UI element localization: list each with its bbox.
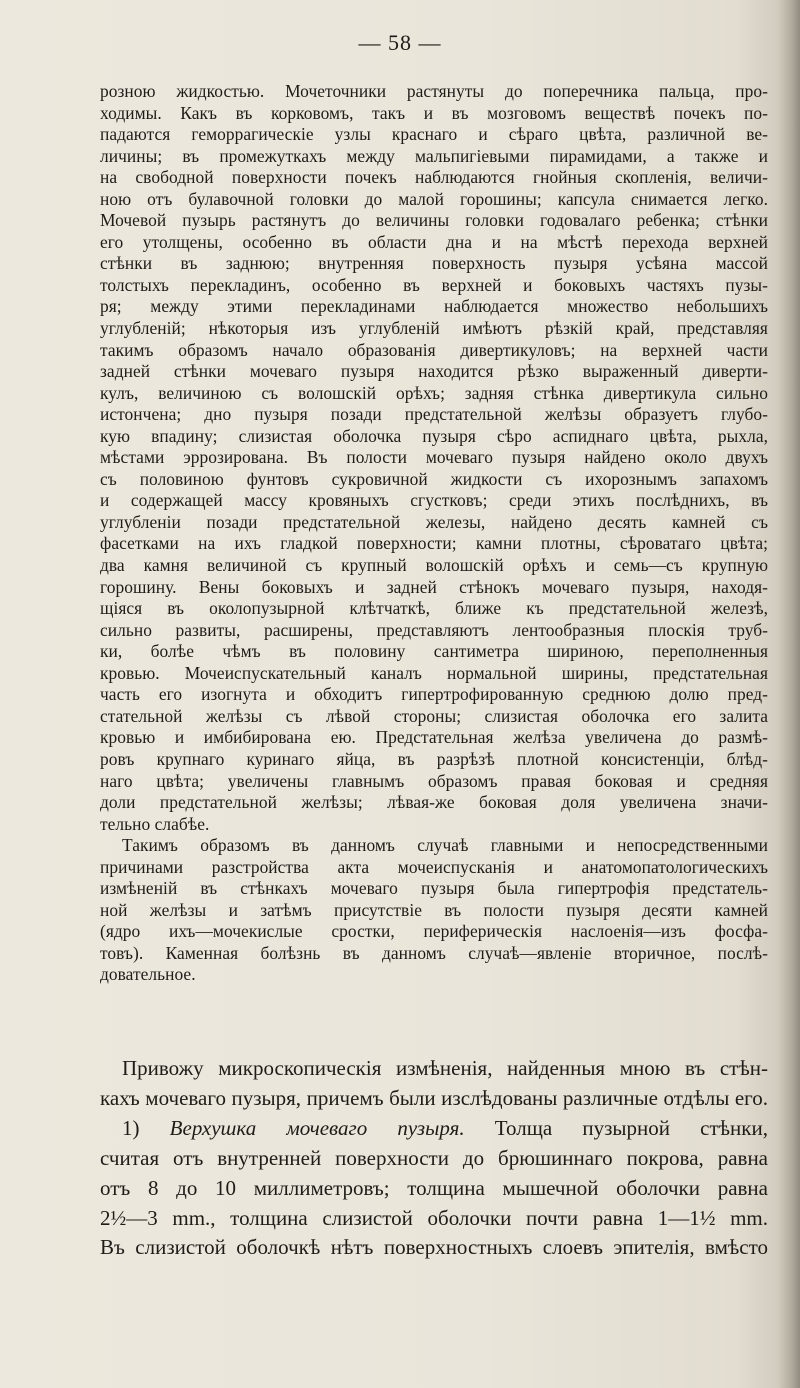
text-line: личины; въ промежуткахъ между мальпигіевыми пирамидами, а также и bbox=[100, 145, 768, 166]
text-line: (ядро ихъ—мочекислые сростки, периферическія наслоенія—изъ фосфа- bbox=[100, 921, 768, 942]
text-line: 2½—3 mm., толщина слизистой оболочки почти равна 1—1½ mm. bbox=[100, 1205, 768, 1230]
text-line: причинами разстройства акта мочеиспусканія и анатомопатологическихъ bbox=[100, 856, 768, 877]
text-line: падаются геморрагическіе узлы краснаго и сѣраго цвѣта, различной ве- bbox=[100, 124, 768, 145]
text-line: щіяся въ околопузырной клѣтчаткѣ, ближе къ предстательной железѣ, bbox=[100, 598, 768, 619]
section-heading-line bbox=[100, 1114, 768, 1144]
text-line: кровью. Мочеиспускательный каналъ нормальной ширины, предстательная bbox=[100, 662, 768, 683]
text-line: Такимъ образомъ въ данномъ случаѣ главными и непосредственными bbox=[122, 835, 768, 856]
text-line: ря; между этими перекладинами наблюдается множество небольшихъ bbox=[100, 296, 768, 317]
text-line: отъ 8 до 10 миллиметровъ; толщина мышечной оболочки равна bbox=[100, 1175, 768, 1200]
text-line: стательной желѣзы съ лѣвой стороны; слизистая оболочка его залита bbox=[100, 705, 768, 726]
text-line: съ половиною фунтовъ сукровичной жидкости съ ихорознымъ запахомъ bbox=[100, 468, 768, 489]
text-line: ходимы. Какъ въ корковомъ, такъ и въ мозговомъ веществѣ почекъ по- bbox=[100, 102, 768, 123]
text-line: фасетками на ихъ гладкой поверхности; камни плотны, сѣроватаго цвѣта; bbox=[100, 533, 768, 554]
text-line: кулъ, величиною съ волошскій орѣхъ; задняя стѣнка дивертикула сильно bbox=[100, 382, 768, 403]
text-line: толстыхъ перекладинъ, особенно въ верхней и боковыхъ частяхъ пузы- bbox=[100, 274, 768, 295]
text-line: сильно развиты, расширены, представляютъ лентообразныя плоскія труб- bbox=[100, 619, 768, 640]
text-line: товъ). Каменная болѣзнь въ данномъ случаѣ—явленіе вторичное, послѣ- bbox=[100, 942, 768, 963]
text-line: такимъ образомъ начало образованія дивертикуловъ; на верхней части bbox=[100, 339, 768, 360]
page-edge-shadow bbox=[778, 0, 800, 1388]
text-line: часть его изогнута и обходитъ гипертрофированную среднюю долю пред- bbox=[100, 684, 768, 705]
text-line: наго цвѣта; увеличены главнымъ образомъ правая боковая и средняя bbox=[100, 770, 768, 791]
text-line: его утолщены, особенно въ области дна и на мѣстѣ перехода верхней bbox=[100, 231, 768, 252]
small-print-text bbox=[100, 81, 768, 986]
text-line: ки, болѣе чѣмъ въ половину сантиметра шириною, переполненныя bbox=[100, 641, 768, 662]
text-line: два камня величиной съ крупный волошскій орѣхъ и семь—съ крупную bbox=[100, 555, 768, 576]
text-line: и содержащей массу кровяныхъ сгустковъ; среди этихъ послѣднихъ, въ bbox=[100, 490, 768, 511]
text-line: углубленіи позади предстательной железы, найдено десять камней съ bbox=[100, 511, 768, 532]
text-line: истончена; дно пузыря позади предстательной желѣзы образуетъ глубо- bbox=[100, 404, 768, 425]
section-heading: Верхушка мочеваго пузыря. bbox=[169, 1115, 465, 1140]
text-line: ной желѣзы и затѣмъ присутствіе въ полости пузыря десяти камней bbox=[100, 899, 768, 920]
text-line: Привожу микроскопическія измѣненія, найденныя мною въ стѣн- bbox=[122, 1056, 768, 1080]
text-fragment: Толща пузырной стѣнки, bbox=[494, 1115, 768, 1140]
text-line: тельно слабѣе. bbox=[100, 813, 210, 834]
text-line: кровью и имбибирована ею. Предстательная желѣза увеличена до размѣ- bbox=[100, 727, 768, 748]
section-number: 1) bbox=[122, 1115, 140, 1140]
text-line: довательное. bbox=[100, 964, 196, 985]
text-line: ною отъ булавочной головки до малой горошины; капсула снимается легко. bbox=[100, 188, 768, 209]
text-line: кахъ мочеваго пузыря, причемъ были изслѣдованы различные отдѣлы его. bbox=[100, 1085, 768, 1110]
large-print-text bbox=[100, 1054, 768, 1263]
text-line: на свободной поверхности почекъ наблюдаются гнойныя скопленія, величи- bbox=[100, 167, 768, 188]
text-line: измѣненій въ стѣнкахъ мочеваго пузыря была гипертрофія предстатель- bbox=[100, 878, 768, 899]
text-line: задней стѣнки мочеваго пузыря находится рѣзко выраженный диверти- bbox=[100, 361, 768, 382]
text-line: Въ слизистой оболочкѣ нѣтъ поверхностныхъ слоевъ эпителія, вмѣсто bbox=[100, 1235, 768, 1260]
text-line: горошину. Вены боковыхъ и задней стѣнокъ мочеваго пузыря, находя- bbox=[100, 576, 768, 597]
text-line: ровъ крупнаго куринаго яйца, въ разрѣзѣ плотной консистенціи, блѣд- bbox=[100, 748, 768, 769]
text-line: мѣстами эррозирована. Въ полости мочеваго пузыря найдено около двухъ bbox=[100, 447, 768, 468]
text-line: стѣнки въ заднюю; внутренняя поверхность пузыря усѣяна массой bbox=[100, 253, 768, 274]
text-line: розною жидкостью. Мочеточники растянуты до поперечника пальца, про- bbox=[100, 81, 768, 101]
text-line: кую впадину; слизистая оболочка пузыря сѣро аспиднаго цвѣта, рыхла, bbox=[100, 425, 768, 446]
page-number: — 58 — bbox=[358, 30, 442, 55]
text-line: углубленій; нѣкоторыя изъ углубленій имѣютъ рѣзкій край, представляя bbox=[100, 318, 768, 339]
text-line: считая отъ внутренней поверхности до брюшиннаго покрова, равна bbox=[100, 1145, 768, 1170]
text-line: Мочевой пузырь растянутъ до величины головки годовалаго ребенка; стѣнки bbox=[100, 210, 768, 231]
text-line: доли предстательной желѣзы; лѣвая-же боковая доля увеличена значи- bbox=[100, 792, 768, 813]
